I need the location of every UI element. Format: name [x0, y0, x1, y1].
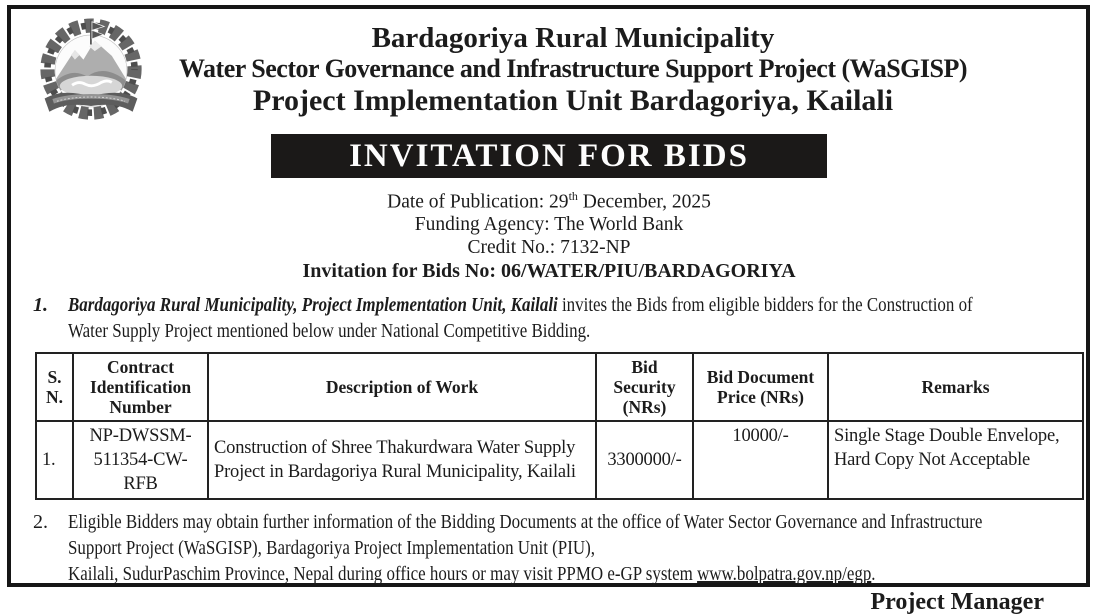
- org-name: Bardagoriya Rural Municipality: [371, 22, 775, 54]
- cell-remarks: Single Stage Double Envelope, Hard Copy Not Acceptable: [828, 421, 1083, 499]
- col-header-bid-doc-price: Bid Document Price (NRs): [693, 353, 828, 421]
- clause-1: [33, 292, 1070, 344]
- publication-date: [24, 185, 1074, 214]
- clause-2-line3-end: .: [871, 563, 876, 585]
- invitation-banner-title: INVITATION FOR BIDS: [349, 138, 749, 174]
- header-row: [36, 353, 1083, 421]
- bid-invitation-number: Invitation for Bids No: 06/WATER/PIU/BARDAGORIYA: [302, 260, 796, 282]
- unit-name: Project Implementation Unit Bardagoriya, Kailali: [252, 84, 894, 117]
- project-name: Water Sector Governance and Infrastructure Support Project (WaSGISP): [178, 54, 968, 83]
- clause-1-line2: Water Supply Project mentioned below under National Competitive Bidding.: [68, 320, 591, 342]
- clause-1-rest: invites the Bids from eligible bidders for the Construction of: [557, 294, 973, 316]
- bids-table-header: [36, 353, 1083, 421]
- bolpatra-egp-link[interactable]: www.bolpatra.gov.np/egp: [697, 563, 872, 585]
- clause-2-number: 2.: [33, 511, 48, 533]
- header-titles: [24, 16, 1074, 117]
- cell-contract-id: NP-DWSSM-511354-CW-RFB: [73, 421, 208, 499]
- invitation-banner: [271, 134, 827, 178]
- col-header-sn: S. N.: [36, 353, 73, 421]
- clause-1-lead: Bardagoriya Rural Municipality, Project Implementation Unit, Kailali: [68, 294, 558, 316]
- cell-sn: 1.: [36, 421, 73, 499]
- document-page: [7, 5, 1090, 615]
- clause-2-line1: Eligible Bidders may obtain further information of the Bidding Documents at the office of Water Sector Governance and Infrastructure: [68, 511, 983, 533]
- col-header-contract-id: Contract Identification Number: [73, 353, 208, 421]
- date-prefix: Date of Publication: 29: [387, 191, 569, 213]
- document-header: [24, 16, 1074, 124]
- table-row: [36, 421, 1083, 499]
- bids-table: [35, 352, 1084, 500]
- clause-2-text: [68, 509, 1097, 587]
- publication-meta: [24, 185, 1074, 283]
- col-header-remarks: Remarks: [828, 353, 1083, 421]
- credit-number: Credit No.: 7132-NP: [467, 236, 631, 258]
- clause-2: [33, 509, 1070, 587]
- date-suffix: December, 2025: [577, 191, 711, 213]
- col-header-description: Description of Work: [208, 353, 596, 421]
- clause-1-number: 1.: [33, 294, 48, 316]
- signature-title: Project Manager: [870, 589, 1044, 615]
- clause-1-text: [68, 292, 1097, 344]
- date-ordinal: th: [568, 189, 578, 203]
- clause-2-line3: Kailali, SudurPaschim Province, Nepal during office hours or may visit PPMO e-GP system: [68, 563, 698, 585]
- nepal-emblem-icon: [30, 18, 152, 124]
- clause-2-line2: Support Project (WaSGISP), Bardagoriya Project Implementation Unit (PIU),: [68, 537, 595, 559]
- cell-bid-doc-price: 10000/-: [693, 421, 828, 499]
- col-header-bid-security: Bid Security (NRs): [596, 353, 693, 421]
- cell-description: Construction of Shree Thakurdwara Water Supply Project in Bardagoriya Rural Municipality, Kailali: [208, 421, 596, 499]
- document-content: [11, 9, 1086, 615]
- funding-agency: Funding Agency: The World Bank: [414, 214, 684, 235]
- cell-bid-security: 3300000/-: [596, 421, 693, 499]
